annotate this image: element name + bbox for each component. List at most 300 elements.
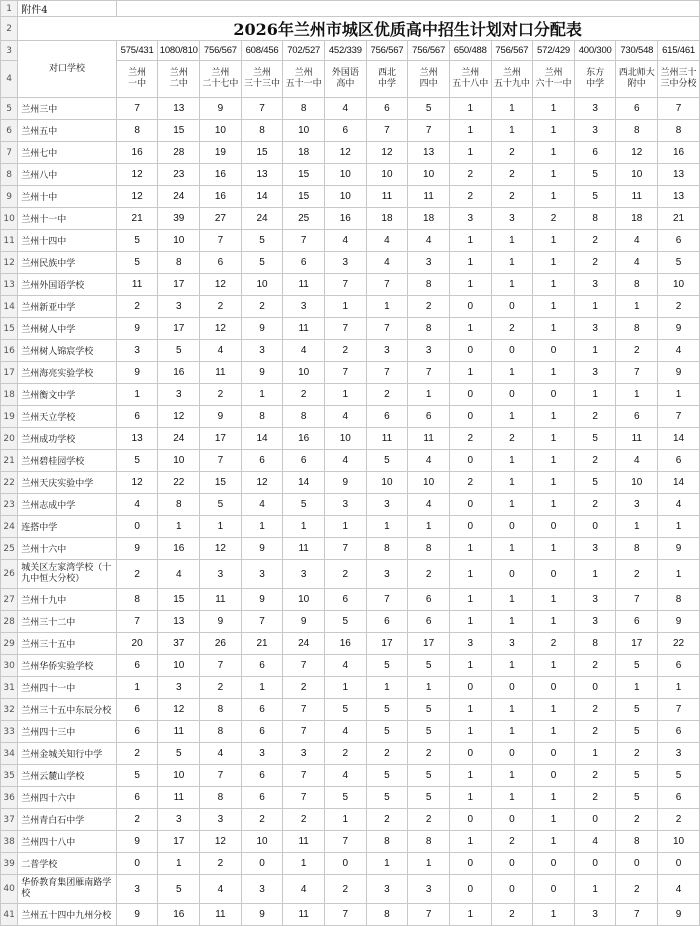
allocation-cell[interactable]: 16 <box>158 904 200 926</box>
allocation-cell[interactable]: 2 <box>366 809 408 831</box>
allocation-cell[interactable]: 7 <box>283 655 325 677</box>
quota-cell[interactable]: 756/567 <box>200 41 242 61</box>
allocation-cell[interactable]: 6 <box>408 406 450 428</box>
allocation-cell[interactable]: 9 <box>116 318 158 340</box>
school-name-cell[interactable]: 连搭中学 <box>18 516 117 538</box>
allocation-cell[interactable]: 9 <box>200 98 242 120</box>
allocation-cell[interactable]: 7 <box>616 362 658 384</box>
allocation-cell[interactable]: 6 <box>116 721 158 743</box>
allocation-cell[interactable]: 4 <box>283 340 325 362</box>
school-name-cell[interactable]: 兰州十四中 <box>18 230 117 252</box>
allocation-cell[interactable]: 8 <box>408 538 450 560</box>
school-name-cell[interactable]: 城关区左家湾学校（十九中恒大分校） <box>18 560 117 589</box>
allocation-cell[interactable]: 1 <box>491 699 533 721</box>
row-number[interactable]: 10 <box>1 208 18 230</box>
allocation-cell[interactable]: 1 <box>366 677 408 699</box>
allocation-cell[interactable]: 7 <box>200 655 242 677</box>
school-name-cell[interactable]: 兰州十六中 <box>18 538 117 560</box>
allocation-cell[interactable]: 3 <box>241 340 283 362</box>
row-number[interactable]: 40 <box>1 875 18 904</box>
allocation-cell[interactable]: 1 <box>283 853 325 875</box>
allocation-cell[interactable]: 3 <box>574 538 616 560</box>
high-school-header[interactable] <box>116 61 158 98</box>
allocation-cell[interactable]: 5 <box>616 721 658 743</box>
row-number[interactable]: 2 <box>1 17 18 41</box>
school-name-cell[interactable]: 二普学校 <box>18 853 117 875</box>
row-number[interactable]: 26 <box>1 560 18 589</box>
allocation-cell[interactable]: 0 <box>533 853 575 875</box>
allocation-cell[interactable]: 8 <box>200 721 242 743</box>
allocation-cell[interactable]: 2 <box>200 296 242 318</box>
row-number[interactable]: 5 <box>1 98 18 120</box>
allocation-cell[interactable]: 6 <box>658 230 700 252</box>
allocation-cell[interactable]: 25 <box>283 208 325 230</box>
allocation-cell[interactable]: 9 <box>241 362 283 384</box>
school-name-cell[interactable]: 兰州成功学校 <box>18 428 117 450</box>
allocation-cell[interactable]: 1 <box>449 230 491 252</box>
row-number[interactable]: 18 <box>1 384 18 406</box>
school-name-cell[interactable]: 兰州天立学校 <box>18 406 117 428</box>
allocation-cell[interactable]: 1 <box>533 589 575 611</box>
allocation-cell[interactable]: 9 <box>658 611 700 633</box>
allocation-cell[interactable]: 1 <box>616 384 658 406</box>
allocation-cell[interactable]: 5 <box>200 494 242 516</box>
allocation-cell[interactable]: 20 <box>116 633 158 655</box>
row-number[interactable]: 39 <box>1 853 18 875</box>
allocation-cell[interactable]: 1 <box>325 296 367 318</box>
allocation-cell[interactable]: 17 <box>408 633 450 655</box>
allocation-cell[interactable]: 8 <box>408 318 450 340</box>
allocation-cell[interactable]: 9 <box>283 611 325 633</box>
allocation-cell[interactable]: 5 <box>158 875 200 904</box>
school-name-cell[interactable]: 兰州四十八中 <box>18 831 117 853</box>
row-number[interactable]: 21 <box>1 450 18 472</box>
allocation-cell[interactable]: 1 <box>533 142 575 164</box>
allocation-cell[interactable]: 1 <box>449 98 491 120</box>
empty-cell[interactable] <box>116 1 699 17</box>
allocation-cell[interactable]: 1 <box>366 516 408 538</box>
row-number[interactable]: 41 <box>1 904 18 926</box>
allocation-cell[interactable]: 0 <box>616 853 658 875</box>
allocation-cell[interactable]: 21 <box>241 633 283 655</box>
allocation-cell[interactable]: 14 <box>658 472 700 494</box>
allocation-cell[interactable]: 5 <box>574 428 616 450</box>
allocation-cell[interactable]: 0 <box>449 384 491 406</box>
allocation-cell[interactable]: 1 <box>449 721 491 743</box>
allocation-cell[interactable]: 1 <box>533 611 575 633</box>
row-number[interactable]: 38 <box>1 831 18 853</box>
allocation-cell[interactable]: 5 <box>574 186 616 208</box>
allocation-cell[interactable]: 7 <box>658 699 700 721</box>
row-number[interactable]: 24 <box>1 516 18 538</box>
allocation-cell[interactable]: 5 <box>574 472 616 494</box>
allocation-cell[interactable]: 15 <box>158 120 200 142</box>
allocation-cell[interactable]: 2 <box>366 743 408 765</box>
allocation-cell[interactable]: 1 <box>491 765 533 787</box>
allocation-cell[interactable]: 0 <box>533 560 575 589</box>
allocation-cell[interactable]: 5 <box>408 765 450 787</box>
allocation-cell[interactable]: 1 <box>449 362 491 384</box>
allocation-cell[interactable]: 2 <box>200 677 242 699</box>
allocation-cell[interactable]: 6 <box>283 450 325 472</box>
school-name-cell[interactable]: 兰州碧桂园学校 <box>18 450 117 472</box>
row-number[interactable]: 29 <box>1 633 18 655</box>
row-number[interactable]: 35 <box>1 765 18 787</box>
allocation-cell[interactable]: 4 <box>116 494 158 516</box>
allocation-cell[interactable]: 3 <box>574 589 616 611</box>
allocation-cell[interactable]: 5 <box>116 230 158 252</box>
allocation-cell[interactable]: 0 <box>449 809 491 831</box>
allocation-cell[interactable]: 7 <box>116 98 158 120</box>
school-name-cell[interactable]: 兰州金城关知行中学 <box>18 743 117 765</box>
row-number[interactable]: 16 <box>1 340 18 362</box>
allocation-cell[interactable]: 7 <box>408 120 450 142</box>
allocation-cell[interactable]: 16 <box>200 164 242 186</box>
allocation-cell[interactable]: 1 <box>449 252 491 274</box>
row-number[interactable]: 27 <box>1 589 18 611</box>
allocation-cell[interactable]: 11 <box>408 428 450 450</box>
allocation-cell[interactable]: 2 <box>616 809 658 831</box>
allocation-cell[interactable]: 1 <box>533 164 575 186</box>
allocation-cell[interactable]: 0 <box>533 765 575 787</box>
allocation-cell[interactable]: 3 <box>283 296 325 318</box>
allocation-cell[interactable]: 18 <box>408 208 450 230</box>
allocation-cell[interactable]: 5 <box>241 230 283 252</box>
allocation-cell[interactable]: 2 <box>658 296 700 318</box>
allocation-cell[interactable]: 0 <box>491 743 533 765</box>
allocation-cell[interactable]: 0 <box>574 853 616 875</box>
allocation-cell[interactable]: 4 <box>366 252 408 274</box>
allocation-cell[interactable]: 2 <box>241 296 283 318</box>
allocation-cell[interactable]: 0 <box>491 516 533 538</box>
allocation-cell[interactable]: 3 <box>408 875 450 904</box>
allocation-cell[interactable]: 10 <box>658 274 700 296</box>
high-school-header[interactable] <box>283 61 325 98</box>
allocation-cell[interactable]: 4 <box>325 98 367 120</box>
allocation-cell[interactable]: 6 <box>116 699 158 721</box>
allocation-cell[interactable]: 4 <box>658 340 700 362</box>
school-name-cell[interactable]: 兰州十中 <box>18 186 117 208</box>
allocation-cell[interactable]: 1 <box>241 516 283 538</box>
allocation-cell[interactable]: 7 <box>658 98 700 120</box>
allocation-cell[interactable]: 6 <box>116 655 158 677</box>
allocation-cell[interactable]: 2 <box>116 560 158 589</box>
allocation-cell[interactable]: 1 <box>408 677 450 699</box>
allocation-cell[interactable]: 1 <box>658 516 700 538</box>
allocation-cell[interactable]: 13 <box>116 428 158 450</box>
allocation-cell[interactable]: 10 <box>158 450 200 472</box>
allocation-cell[interactable]: 8 <box>616 318 658 340</box>
allocation-cell[interactable]: 5 <box>408 721 450 743</box>
row-number[interactable]: 12 <box>1 252 18 274</box>
allocation-cell[interactable]: 1 <box>491 787 533 809</box>
allocation-cell[interactable]: 12 <box>200 318 242 340</box>
row-number[interactable]: 19 <box>1 406 18 428</box>
allocation-cell[interactable]: 8 <box>283 98 325 120</box>
allocation-cell[interactable]: 8 <box>658 589 700 611</box>
allocation-cell[interactable]: 3 <box>366 875 408 904</box>
allocation-cell[interactable]: 1 <box>574 560 616 589</box>
allocation-cell[interactable]: 6 <box>616 611 658 633</box>
school-name-cell[interactable]: 华侨教育集团雁南路学校 <box>18 875 117 904</box>
allocation-cell[interactable]: 1 <box>449 560 491 589</box>
allocation-cell[interactable]: 6 <box>658 787 700 809</box>
row-number[interactable]: 20 <box>1 428 18 450</box>
allocation-cell[interactable]: 3 <box>408 252 450 274</box>
allocation-cell[interactable]: 7 <box>366 362 408 384</box>
allocation-cell[interactable]: 8 <box>616 274 658 296</box>
allocation-cell[interactable]: 3 <box>574 904 616 926</box>
allocation-cell[interactable]: 2 <box>574 699 616 721</box>
quota-cell[interactable]: 608/456 <box>241 41 283 61</box>
allocation-cell[interactable]: 1 <box>533 274 575 296</box>
allocation-cell[interactable]: 3 <box>241 743 283 765</box>
allocation-cell[interactable]: 1 <box>449 831 491 853</box>
allocation-cell[interactable]: 15 <box>241 142 283 164</box>
allocation-cell[interactable]: 7 <box>325 904 367 926</box>
allocation-cell[interactable]: 1 <box>658 560 700 589</box>
allocation-cell[interactable]: 6 <box>116 406 158 428</box>
quota-cell[interactable]: 730/548 <box>616 41 658 61</box>
allocation-cell[interactable]: 7 <box>200 765 242 787</box>
allocation-cell[interactable]: 24 <box>241 208 283 230</box>
allocation-cell[interactable]: 14 <box>283 472 325 494</box>
allocation-cell[interactable]: 1 <box>116 384 158 406</box>
allocation-cell[interactable]: 6 <box>325 589 367 611</box>
allocation-cell[interactable]: 5 <box>366 655 408 677</box>
allocation-cell[interactable]: 2 <box>366 384 408 406</box>
allocation-cell[interactable]: 8 <box>283 406 325 428</box>
allocation-cell[interactable]: 8 <box>366 538 408 560</box>
allocation-cell[interactable]: 1 <box>491 494 533 516</box>
allocation-cell[interactable]: 1 <box>491 589 533 611</box>
allocation-cell[interactable]: 11 <box>200 589 242 611</box>
row-number[interactable]: 33 <box>1 721 18 743</box>
allocation-cell[interactable]: 2 <box>616 560 658 589</box>
allocation-cell[interactable]: 8 <box>366 904 408 926</box>
high-school-header[interactable] <box>408 61 450 98</box>
allocation-cell[interactable]: 2 <box>449 186 491 208</box>
allocation-cell[interactable]: 3 <box>574 120 616 142</box>
allocation-cell[interactable]: 7 <box>616 589 658 611</box>
allocation-cell[interactable]: 2 <box>574 406 616 428</box>
allocation-cell[interactable]: 14 <box>658 428 700 450</box>
allocation-cell[interactable]: 0 <box>449 340 491 362</box>
allocation-cell[interactable]: 11 <box>283 274 325 296</box>
allocation-cell[interactable]: 2 <box>491 164 533 186</box>
allocation-cell[interactable]: 10 <box>408 164 450 186</box>
allocation-cell[interactable]: 11 <box>158 787 200 809</box>
allocation-cell[interactable]: 1 <box>533 538 575 560</box>
row-number[interactable]: 37 <box>1 809 18 831</box>
allocation-cell[interactable]: 26 <box>200 633 242 655</box>
allocation-cell[interactable]: 9 <box>116 904 158 926</box>
allocation-cell[interactable]: 4 <box>325 406 367 428</box>
quota-cell[interactable]: 575/431 <box>116 41 158 61</box>
allocation-cell[interactable]: 2 <box>116 809 158 831</box>
allocation-cell[interactable]: 7 <box>283 721 325 743</box>
school-name-cell[interactable]: 兰州衡文中学 <box>18 384 117 406</box>
allocation-cell[interactable]: 8 <box>116 120 158 142</box>
allocation-cell[interactable]: 1 <box>491 274 533 296</box>
allocation-cell[interactable]: 10 <box>366 164 408 186</box>
allocation-cell[interactable]: 0 <box>574 516 616 538</box>
quota-cell[interactable]: 615/461 <box>658 41 700 61</box>
school-name-cell[interactable]: 兰州云麓山学校 <box>18 765 117 787</box>
row-number[interactable]: 17 <box>1 362 18 384</box>
high-school-header[interactable] <box>200 61 242 98</box>
school-name-cell[interactable]: 兰州五中 <box>18 120 117 142</box>
allocation-cell[interactable]: 0 <box>116 853 158 875</box>
allocation-cell[interactable]: 5 <box>325 699 367 721</box>
allocation-cell[interactable]: 13 <box>658 164 700 186</box>
allocation-cell[interactable]: 3 <box>616 494 658 516</box>
school-name-cell[interactable]: 兰州十九中 <box>18 589 117 611</box>
allocation-cell[interactable]: 16 <box>325 208 367 230</box>
allocation-cell[interactable]: 1 <box>491 98 533 120</box>
allocation-cell[interactable]: 5 <box>658 765 700 787</box>
allocation-cell[interactable]: 1 <box>533 230 575 252</box>
allocation-cell[interactable]: 3 <box>449 208 491 230</box>
allocation-cell[interactable]: 2 <box>408 560 450 589</box>
allocation-cell[interactable]: 2 <box>283 677 325 699</box>
allocation-cell[interactable]: 16 <box>325 633 367 655</box>
allocation-cell[interactable]: 21 <box>116 208 158 230</box>
allocation-cell[interactable]: 8 <box>616 831 658 853</box>
allocation-cell[interactable]: 1 <box>533 450 575 472</box>
allocation-cell[interactable]: 2 <box>491 142 533 164</box>
allocation-cell[interactable]: 3 <box>491 633 533 655</box>
allocation-cell[interactable]: 12 <box>366 142 408 164</box>
allocation-cell[interactable]: 11 <box>616 186 658 208</box>
allocation-cell[interactable]: 21 <box>658 208 700 230</box>
school-name-cell[interactable]: 兰州四十三中 <box>18 721 117 743</box>
allocation-cell[interactable]: 22 <box>158 472 200 494</box>
allocation-cell[interactable]: 9 <box>116 831 158 853</box>
allocation-cell[interactable]: 16 <box>658 142 700 164</box>
allocation-cell[interactable]: 1 <box>449 120 491 142</box>
allocation-cell[interactable]: 0 <box>491 853 533 875</box>
allocation-cell[interactable]: 6 <box>241 721 283 743</box>
allocation-cell[interactable]: 5 <box>408 787 450 809</box>
allocation-cell[interactable]: 6 <box>408 589 450 611</box>
allocation-cell[interactable]: 3 <box>158 677 200 699</box>
allocation-cell[interactable]: 2 <box>616 340 658 362</box>
allocation-cell[interactable]: 5 <box>616 699 658 721</box>
allocation-cell[interactable]: 5 <box>616 655 658 677</box>
allocation-cell[interactable]: 3 <box>283 560 325 589</box>
allocation-cell[interactable]: 2 <box>200 853 242 875</box>
allocation-cell[interactable]: 6 <box>658 655 700 677</box>
allocation-cell[interactable]: 0 <box>574 809 616 831</box>
allocation-cell[interactable]: 0 <box>574 677 616 699</box>
allocation-cell[interactable]: 1 <box>533 428 575 450</box>
allocation-cell[interactable]: 3 <box>574 611 616 633</box>
allocation-cell[interactable]: 4 <box>325 765 367 787</box>
allocation-cell[interactable]: 1 <box>491 655 533 677</box>
allocation-cell[interactable]: 11 <box>200 362 242 384</box>
allocation-cell[interactable]: 5 <box>616 765 658 787</box>
allocation-cell[interactable]: 10 <box>325 164 367 186</box>
allocation-cell[interactable]: 16 <box>158 538 200 560</box>
row-number[interactable]: 32 <box>1 699 18 721</box>
allocation-cell[interactable]: 2 <box>283 809 325 831</box>
quota-cell[interactable]: 702/527 <box>283 41 325 61</box>
allocation-cell[interactable]: 4 <box>408 494 450 516</box>
allocation-cell[interactable]: 16 <box>200 186 242 208</box>
allocation-cell[interactable]: 7 <box>408 904 450 926</box>
allocation-cell[interactable]: 1 <box>533 406 575 428</box>
allocation-cell[interactable]: 1 <box>533 494 575 516</box>
allocation-cell[interactable]: 7 <box>325 274 367 296</box>
allocation-cell[interactable]: 4 <box>325 721 367 743</box>
allocation-cell[interactable]: 3 <box>449 633 491 655</box>
allocation-cell[interactable]: 2 <box>283 384 325 406</box>
allocation-cell[interactable]: 6 <box>116 787 158 809</box>
allocation-cell[interactable]: 2 <box>116 296 158 318</box>
allocation-cell[interactable]: 1 <box>449 274 491 296</box>
allocation-cell[interactable]: 8 <box>200 699 242 721</box>
allocation-cell[interactable]: 7 <box>283 699 325 721</box>
allocation-cell[interactable]: 5 <box>366 721 408 743</box>
high-school-header[interactable] <box>491 61 533 98</box>
allocation-cell[interactable]: 2 <box>408 296 450 318</box>
allocation-cell[interactable]: 13 <box>158 98 200 120</box>
allocation-cell[interactable]: 0 <box>491 340 533 362</box>
allocation-cell[interactable]: 4 <box>158 560 200 589</box>
allocation-cell[interactable]: 11 <box>408 186 450 208</box>
quota-cell[interactable]: 756/567 <box>491 41 533 61</box>
school-name-cell[interactable]: 兰州树人锦宸学校 <box>18 340 117 362</box>
row-number[interactable]: 6 <box>1 120 18 142</box>
allocation-cell[interactable]: 5 <box>574 164 616 186</box>
allocation-cell[interactable]: 1 <box>449 655 491 677</box>
school-name-cell[interactable]: 兰州十一中 <box>18 208 117 230</box>
allocation-cell[interactable]: 0 <box>533 340 575 362</box>
allocation-cell[interactable]: 12 <box>158 406 200 428</box>
allocation-cell[interactable]: 1 <box>616 296 658 318</box>
allocation-cell[interactable]: 7 <box>366 589 408 611</box>
allocation-cell[interactable]: 1 <box>533 252 575 274</box>
allocation-cell[interactable]: 8 <box>616 120 658 142</box>
allocation-cell[interactable]: 3 <box>574 318 616 340</box>
allocation-cell[interactable]: 1 <box>533 721 575 743</box>
allocation-cell[interactable]: 1 <box>408 516 450 538</box>
allocation-cell[interactable]: 1 <box>491 721 533 743</box>
allocation-cell[interactable]: 12 <box>116 472 158 494</box>
school-name-cell[interactable]: 兰州七中 <box>18 142 117 164</box>
allocation-cell[interactable]: 2 <box>574 450 616 472</box>
allocation-cell[interactable]: 1 <box>533 472 575 494</box>
row-number[interactable]: 3 <box>1 41 18 61</box>
row-number[interactable]: 14 <box>1 296 18 318</box>
school-name-cell[interactable]: 兰州三十二中 <box>18 611 117 633</box>
quota-cell[interactable]: 400/300 <box>574 41 616 61</box>
allocation-cell[interactable]: 9 <box>658 538 700 560</box>
row-number[interactable]: 13 <box>1 274 18 296</box>
allocation-cell[interactable]: 10 <box>283 362 325 384</box>
allocation-cell[interactable]: 6 <box>658 721 700 743</box>
allocation-cell[interactable]: 24 <box>158 428 200 450</box>
allocation-cell[interactable]: 2 <box>574 252 616 274</box>
allocation-cell[interactable]: 4 <box>574 831 616 853</box>
allocation-cell[interactable]: 16 <box>283 428 325 450</box>
allocation-cell[interactable]: 17 <box>200 428 242 450</box>
allocation-cell[interactable]: 6 <box>366 406 408 428</box>
allocation-cell[interactable]: 5 <box>408 655 450 677</box>
allocation-cell[interactable]: 3 <box>241 560 283 589</box>
quota-cell[interactable]: 756/567 <box>366 41 408 61</box>
